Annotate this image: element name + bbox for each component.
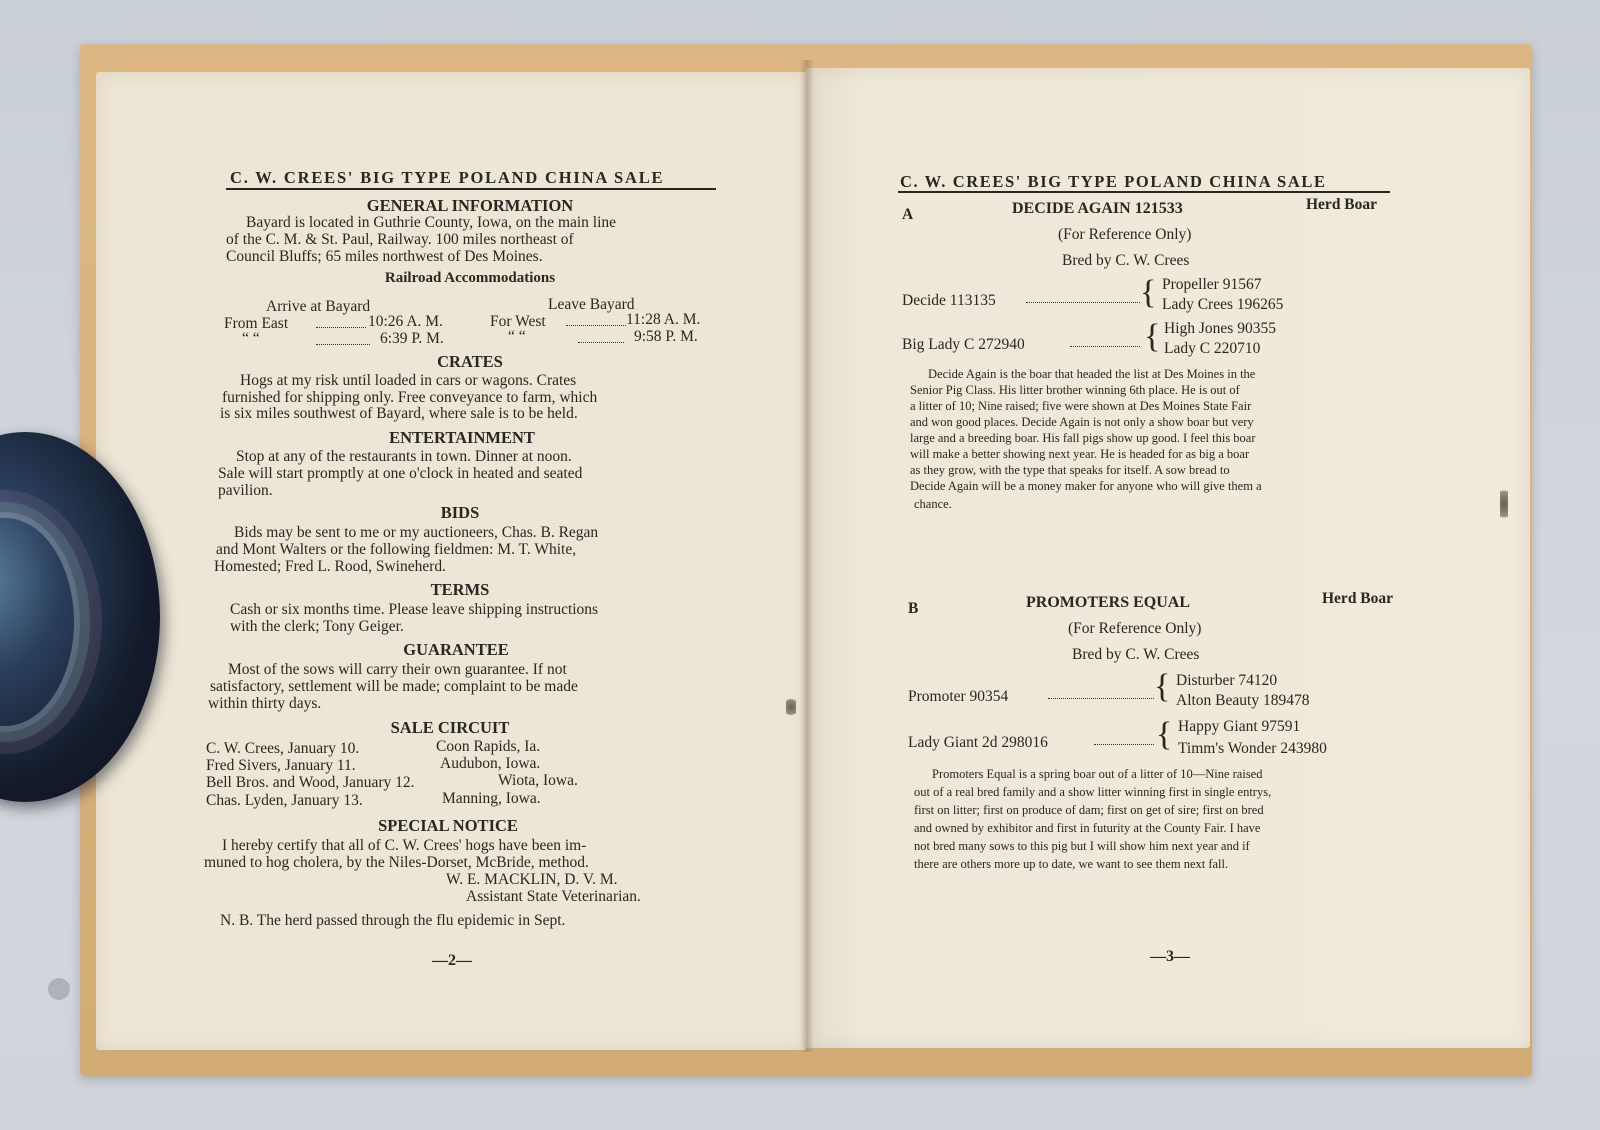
entry-b-dam: Lady Giant 2d 298016	[908, 734, 1048, 751]
entry-b-dam-parent-1: Happy Giant 97591	[1178, 718, 1301, 735]
for-west-label: For West	[490, 313, 546, 330]
entry-a-text-9: chance.	[914, 497, 952, 511]
entry-b-name: PROMOTERS EQUAL	[1026, 594, 1191, 611]
paperweight-swirl	[0, 512, 80, 732]
entry-a-text-1: Decide Again is the boar that headed the list at Des Moines in the	[928, 367, 1256, 381]
guarantee-title: GUARANTEE	[403, 640, 509, 659]
entry-b-text-1: Promoters Equal is a spring boar out of a litter of 10—Nine raised	[932, 767, 1263, 781]
nb-note: N. B. The herd passed through the flu epidemic in Sept.	[220, 912, 566, 929]
dot-leader	[1026, 302, 1140, 303]
guarantee-line-3: within thirty days.	[208, 695, 322, 712]
dot-leader	[1094, 744, 1154, 745]
bids-line-1: Bids may be sent to me or my auctioneers, Chas. B. Regan	[234, 524, 599, 541]
dot-leader	[316, 344, 370, 345]
entertainment-line-2: Sale will start promptly at one o'clock in heated and seated	[218, 465, 583, 482]
crates-title: CRATES	[437, 352, 503, 371]
general-line-1: Bayard is located in Guthrie County, Iowa, on the main line	[246, 214, 617, 231]
entry-b-text-3: first on litter; first on produce of dam; first on get of sire; first on bred	[914, 803, 1264, 817]
circuit-name-3: Bell Bros. and Wood, January 12.	[206, 774, 415, 791]
entry-b-sire: Promoter 90354	[908, 688, 1009, 705]
dot-leader	[1048, 698, 1154, 699]
notice-line-1: I hereby certify that all of C. W. Crees' hogs have been im-	[222, 837, 587, 854]
general-line-2: of the C. M. & St. Paul, Railway. 100 miles northeast of	[226, 231, 574, 248]
right-header: C. W. CREES' BIG TYPE POLAND CHINA SALE	[900, 172, 1327, 191]
circuit-title: SALE CIRCUIT	[390, 718, 510, 737]
booklet-spine	[800, 60, 814, 1052]
entry-a-sire: Decide 113135	[902, 292, 996, 309]
notice-line-2: muned to hog cholera, by the Niles-Dorset, McBride, method.	[204, 854, 589, 871]
entry-b-text-5: not bred many sows to this pig but I will show him next year and if	[914, 839, 1250, 853]
crates-line-3: is six miles southwest of Bayard, where sale is to be held.	[220, 405, 578, 422]
dot-leader	[578, 342, 624, 343]
general-line-3: Council Bluffs; 65 miles northwest of Des Moines.	[226, 248, 543, 265]
entry-a-text-7: as they grow, with the type that speaks for itself. A sow bread to	[910, 463, 1230, 477]
entry-a-text-6: will make a better showing next year. He is headed for as big a boar	[910, 447, 1250, 461]
entry-a-text-4: and won good places. Decide Again is not only a show boar but very	[910, 415, 1254, 429]
entry-a-reference: (For Reference Only)	[1058, 226, 1192, 243]
entry-a-text-8: Decide Again will be a money maker for anyone who will give them a	[910, 479, 1262, 493]
staple-icon	[1500, 484, 1508, 524]
entry-b-letter: B	[908, 600, 919, 617]
left-header: C. W. CREES' BIG TYPE POLAND CHINA SALE	[230, 168, 665, 187]
time-arrive-1: 10:26 A. M.	[368, 313, 443, 330]
entry-a-sire-parent-1: Propeller 91567	[1162, 276, 1262, 293]
circuit-place-4: Manning, Iowa.	[442, 790, 541, 807]
entry-a-tag: Herd Boar	[1306, 196, 1378, 213]
entry-b-sire-parent-2: Alton Beauty 189478	[1176, 692, 1310, 709]
entry-a-name: DECIDE AGAIN 121533	[1012, 200, 1183, 217]
crates-line-1: Hogs at my risk until loaded in cars or wagons. Crates	[240, 372, 577, 389]
circuit-name-2: Fred Sivers, January 11.	[206, 757, 356, 774]
entry-a-dam-parent-1: High Jones 90355	[1164, 320, 1276, 337]
circuit-name-4: Chas. Lyden, January 13.	[206, 792, 363, 809]
entry-a-letter: A	[902, 206, 914, 223]
arrive-label: Arrive at Bayard	[266, 298, 371, 315]
circuit-place-2: Audubon, Iowa.	[440, 755, 541, 772]
time-arrive-2: 6:39 P. M.	[380, 330, 444, 347]
entertainment-title: ENTERTAINMENT	[389, 428, 535, 447]
notice-title: SPECIAL NOTICE	[378, 816, 518, 835]
railroad-title: Railroad Accommodations	[384, 270, 556, 286]
entry-a-text-5: large and a breeding boar. His fall pigs show up good. I feel this boar	[910, 431, 1256, 445]
brace-icon: {	[1154, 668, 1171, 705]
left-page-number: —2—	[432, 952, 472, 969]
right-page-number: —3—	[1150, 948, 1190, 965]
terms-title: TERMS	[430, 580, 490, 599]
entry-a-text-2: Senior Pig Class. His litter brother winning 6th place. He is out of	[910, 383, 1240, 397]
brace-icon: {	[1144, 318, 1161, 355]
entry-a-breeder: Bred by C. W. Crees	[1062, 252, 1190, 269]
entry-b-text-2: out of a real bred family and a show litter winning first in single entrys,	[914, 785, 1272, 799]
entry-a-text-3: a litter of 10; Nine raised; five were shown at Des Moines State Fair	[910, 399, 1252, 413]
brace-icon: {	[1140, 274, 1157, 311]
circuit-name-1: C. W. Crees, January 10.	[206, 740, 360, 757]
bids-title: BIDS	[440, 503, 480, 522]
entertainment-line-1: Stop at any of the restaurants in town. Dinner at noon.	[236, 448, 572, 465]
entry-b-reference: (For Reference Only)	[1068, 620, 1202, 637]
ditto-right: “ “	[508, 328, 526, 345]
entry-a-dam-parent-2: Lady C 220710	[1164, 340, 1261, 357]
entertainment-line-3: pavilion.	[218, 482, 273, 499]
crates-line-2: furnished for shipping only. Free conveyance to farm, which	[222, 389, 598, 406]
table-hole	[48, 978, 70, 1000]
time-leave-1: 11:28 A. M.	[626, 311, 701, 328]
entry-a-dam: Big Lady C 272940	[902, 336, 1025, 353]
terms-line-1: Cash or six months time. Please leave shipping instructions	[230, 601, 599, 618]
brace-icon: {	[1156, 716, 1173, 753]
circuit-place-3: Wiota, Iowa.	[498, 772, 578, 789]
entry-b-tag: Herd Boar	[1322, 590, 1394, 607]
entry-a-sire-parent-2: Lady Crees 196265	[1162, 296, 1284, 313]
entry-b-text-4: and owned by exhibitor and first in futurity at the County Fair. I have	[914, 821, 1261, 835]
entry-b-sire-parent-1: Disturber 74120	[1176, 672, 1278, 689]
from-east-label: From East	[224, 315, 289, 332]
general-title: GENERAL INFORMATION	[366, 196, 574, 215]
dot-leader	[566, 325, 626, 326]
dot-leader	[316, 327, 366, 328]
ditto-left: “ “	[242, 330, 260, 347]
leave-label: Leave Bayard	[548, 296, 635, 313]
bids-line-2: and Mont Walters or the following fieldmen: M. T. White,	[216, 541, 577, 558]
entry-b-breeder: Bred by C. W. Crees	[1072, 646, 1200, 663]
guarantee-line-2: satisfactory, settlement will be made; complaint to be made	[210, 678, 578, 695]
bids-line-3: Homested; Fred L. Rood, Swineherd.	[214, 558, 447, 575]
staple-icon	[786, 696, 796, 718]
time-leave-2: 9:58 P. M.	[634, 328, 698, 345]
entry-b-dam-parent-2: Timm's Wonder 243980	[1178, 740, 1327, 757]
signature-title: Assistant State Veterinarian.	[466, 888, 641, 905]
guarantee-line-1: Most of the sows will carry their own guarantee. If not	[228, 661, 567, 678]
signature-name: W. E. MACKLIN, D. V. M.	[446, 871, 618, 888]
terms-line-2: with the clerk; Tony Geiger.	[230, 618, 404, 635]
dot-leader	[1070, 346, 1140, 347]
circuit-place-1: Coon Rapids, Ia.	[436, 738, 541, 755]
right-header-rule	[898, 191, 1390, 193]
left-header-rule	[226, 188, 716, 190]
entry-b-text-6: there are others more up to date, we want to see them next fall.	[914, 857, 1229, 871]
